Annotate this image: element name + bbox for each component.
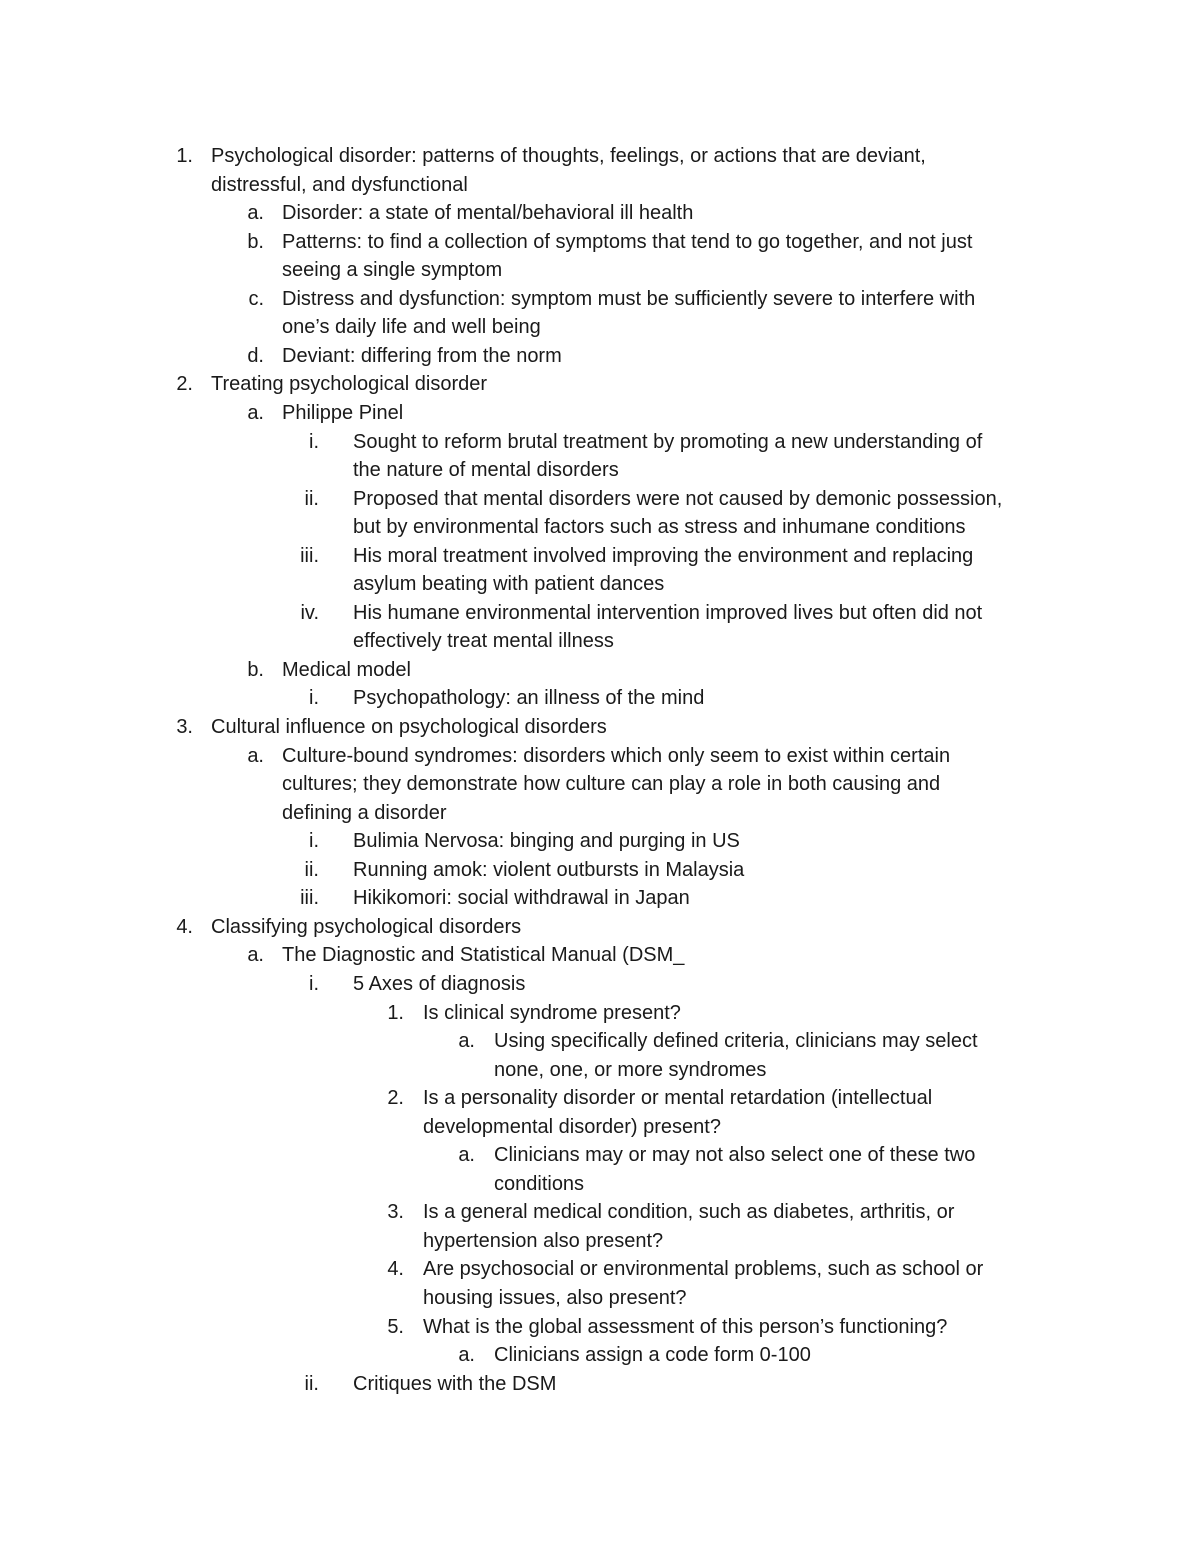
list-item-text: Proposed that mental disorders were not caused by demonic possession, bbox=[353, 487, 1003, 510]
list-marker: i. bbox=[309, 830, 319, 853]
list-marker: 4. bbox=[176, 915, 193, 938]
list-marker: a. bbox=[247, 944, 264, 967]
list-marker: i. bbox=[309, 430, 319, 453]
list-marker: 5. bbox=[387, 1315, 404, 1338]
list-marker: ii. bbox=[304, 858, 319, 881]
list-item-text: Distress and dysfunction: symptom must be sufficiently severe to interfere with bbox=[282, 287, 976, 310]
list-marker: d. bbox=[247, 344, 264, 367]
list-item-text: Sought to reform brutal treatment by promoting a new understanding of bbox=[353, 430, 983, 453]
list-item-text: cultures; they demonstrate how culture can play a role in both causing and bbox=[282, 773, 941, 796]
list-item-text: Cultural influence on psychological disorders bbox=[211, 716, 607, 738]
list-item-text: distressful, and dysfunctional bbox=[211, 173, 468, 196]
list-item-text: The Diagnostic and Statistical Manual (DSM_ bbox=[282, 944, 685, 967]
list-marker: a. bbox=[247, 744, 264, 767]
list-marker: b. bbox=[247, 658, 264, 681]
list-marker: iv. bbox=[300, 601, 319, 624]
list-item-text: Psychological disorder: patterns of thoughts, feelings, or actions that are deviant, bbox=[211, 145, 926, 167]
list-marker: b. bbox=[247, 230, 264, 253]
list-marker: 3. bbox=[387, 1201, 404, 1224]
list-item-text: His humane environmental intervention improved lives but often did not bbox=[353, 601, 983, 624]
list-marker: 3. bbox=[176, 716, 193, 738]
list-marker: 4. bbox=[387, 1258, 404, 1281]
list-item-text: Clinicians assign a code form 0-100 bbox=[494, 1344, 811, 1367]
list-marker: a. bbox=[458, 1344, 475, 1367]
list-item-text: none, one, or more syndromes bbox=[494, 1058, 767, 1081]
list-marker: iii. bbox=[300, 544, 319, 567]
list-item-text: but by environmental factors such as stress and inhumane conditions bbox=[353, 516, 966, 539]
list-marker: a. bbox=[458, 1144, 475, 1167]
list-item-text: Patterns: to find a collection of symptoms that tend to go together, and not just bbox=[282, 230, 973, 253]
list-item-text: Medical model bbox=[282, 658, 411, 681]
list-marker: ii. bbox=[304, 1372, 319, 1395]
list-item-text: Philippe Pinel bbox=[282, 401, 404, 424]
list-item-text: seeing a single symptom bbox=[282, 259, 503, 282]
list-item-text: Psychopathology: an illness of the mind bbox=[353, 687, 705, 710]
list-item-text: Culture-bound syndromes: disorders which only seem to exist within certain bbox=[282, 744, 951, 767]
list-item-text: His moral treatment involved improving the environment and replacing bbox=[353, 544, 974, 567]
list-item-text: Classifying psychological disorders bbox=[211, 915, 522, 938]
list-item-text: 5 Axes of diagnosis bbox=[353, 972, 526, 995]
list-marker: a. bbox=[458, 1030, 475, 1053]
list-item-text: Bulimia Nervosa: binging and purging in US bbox=[353, 830, 740, 853]
list-item-text: Is a general medical condition, such as diabetes, arthritis, or bbox=[423, 1201, 955, 1224]
list-item-text: developmental disorder) present? bbox=[423, 1115, 721, 1138]
list-marker: 1. bbox=[176, 145, 193, 167]
list-item-text: Treating psychological disorder bbox=[211, 373, 488, 396]
list-marker: iii. bbox=[300, 887, 319, 910]
list-marker: i. bbox=[309, 687, 319, 710]
list-item-text: What is the global assessment of this person’s functioning? bbox=[423, 1315, 948, 1338]
list-item-text: Deviant: differing from the norm bbox=[282, 344, 562, 367]
list-marker: 2. bbox=[176, 373, 193, 396]
list-marker: 1. bbox=[387, 1001, 404, 1024]
list-item-text: Is a personality disorder or mental retardation (intellectual bbox=[423, 1087, 933, 1110]
list-item-text: housing issues, also present? bbox=[423, 1287, 687, 1309]
list-item-text: Running amok: violent outbursts in Malaysia bbox=[353, 858, 745, 881]
list-marker: 2. bbox=[387, 1087, 404, 1110]
list-item-text: defining a disorder bbox=[282, 801, 447, 824]
list-marker: a. bbox=[247, 202, 264, 225]
list-item-text: Clinicians may or may not also select one of these two bbox=[494, 1144, 976, 1167]
list-marker: ii. bbox=[304, 487, 319, 510]
list-item-text: the nature of mental disorders bbox=[353, 459, 619, 482]
list-item-text: Using specifically defined criteria, clinicians may select bbox=[494, 1030, 978, 1053]
list-item-text: Are psychosocial or environmental problems, such as school or bbox=[423, 1258, 984, 1281]
list-item-text: asylum beating with patient dances bbox=[353, 573, 665, 596]
list-item-text: one’s daily life and well being bbox=[282, 316, 541, 339]
list-marker: a. bbox=[247, 401, 264, 424]
list-marker: c. bbox=[248, 287, 264, 310]
list-item-text: conditions bbox=[494, 1172, 585, 1195]
list-item-text: effectively treat mental illness bbox=[353, 630, 614, 653]
list-item-text: hypertension also present? bbox=[423, 1229, 664, 1252]
list-marker: i. bbox=[309, 972, 319, 995]
list-item-text: Is clinical syndrome present? bbox=[423, 1001, 681, 1024]
list-item-text: Critiques with the DSM bbox=[353, 1372, 557, 1395]
list-item-text: Disorder: a state of mental/behavioral ill health bbox=[282, 202, 694, 225]
list-item-text: Hikikomori: social withdrawal in Japan bbox=[353, 887, 690, 910]
